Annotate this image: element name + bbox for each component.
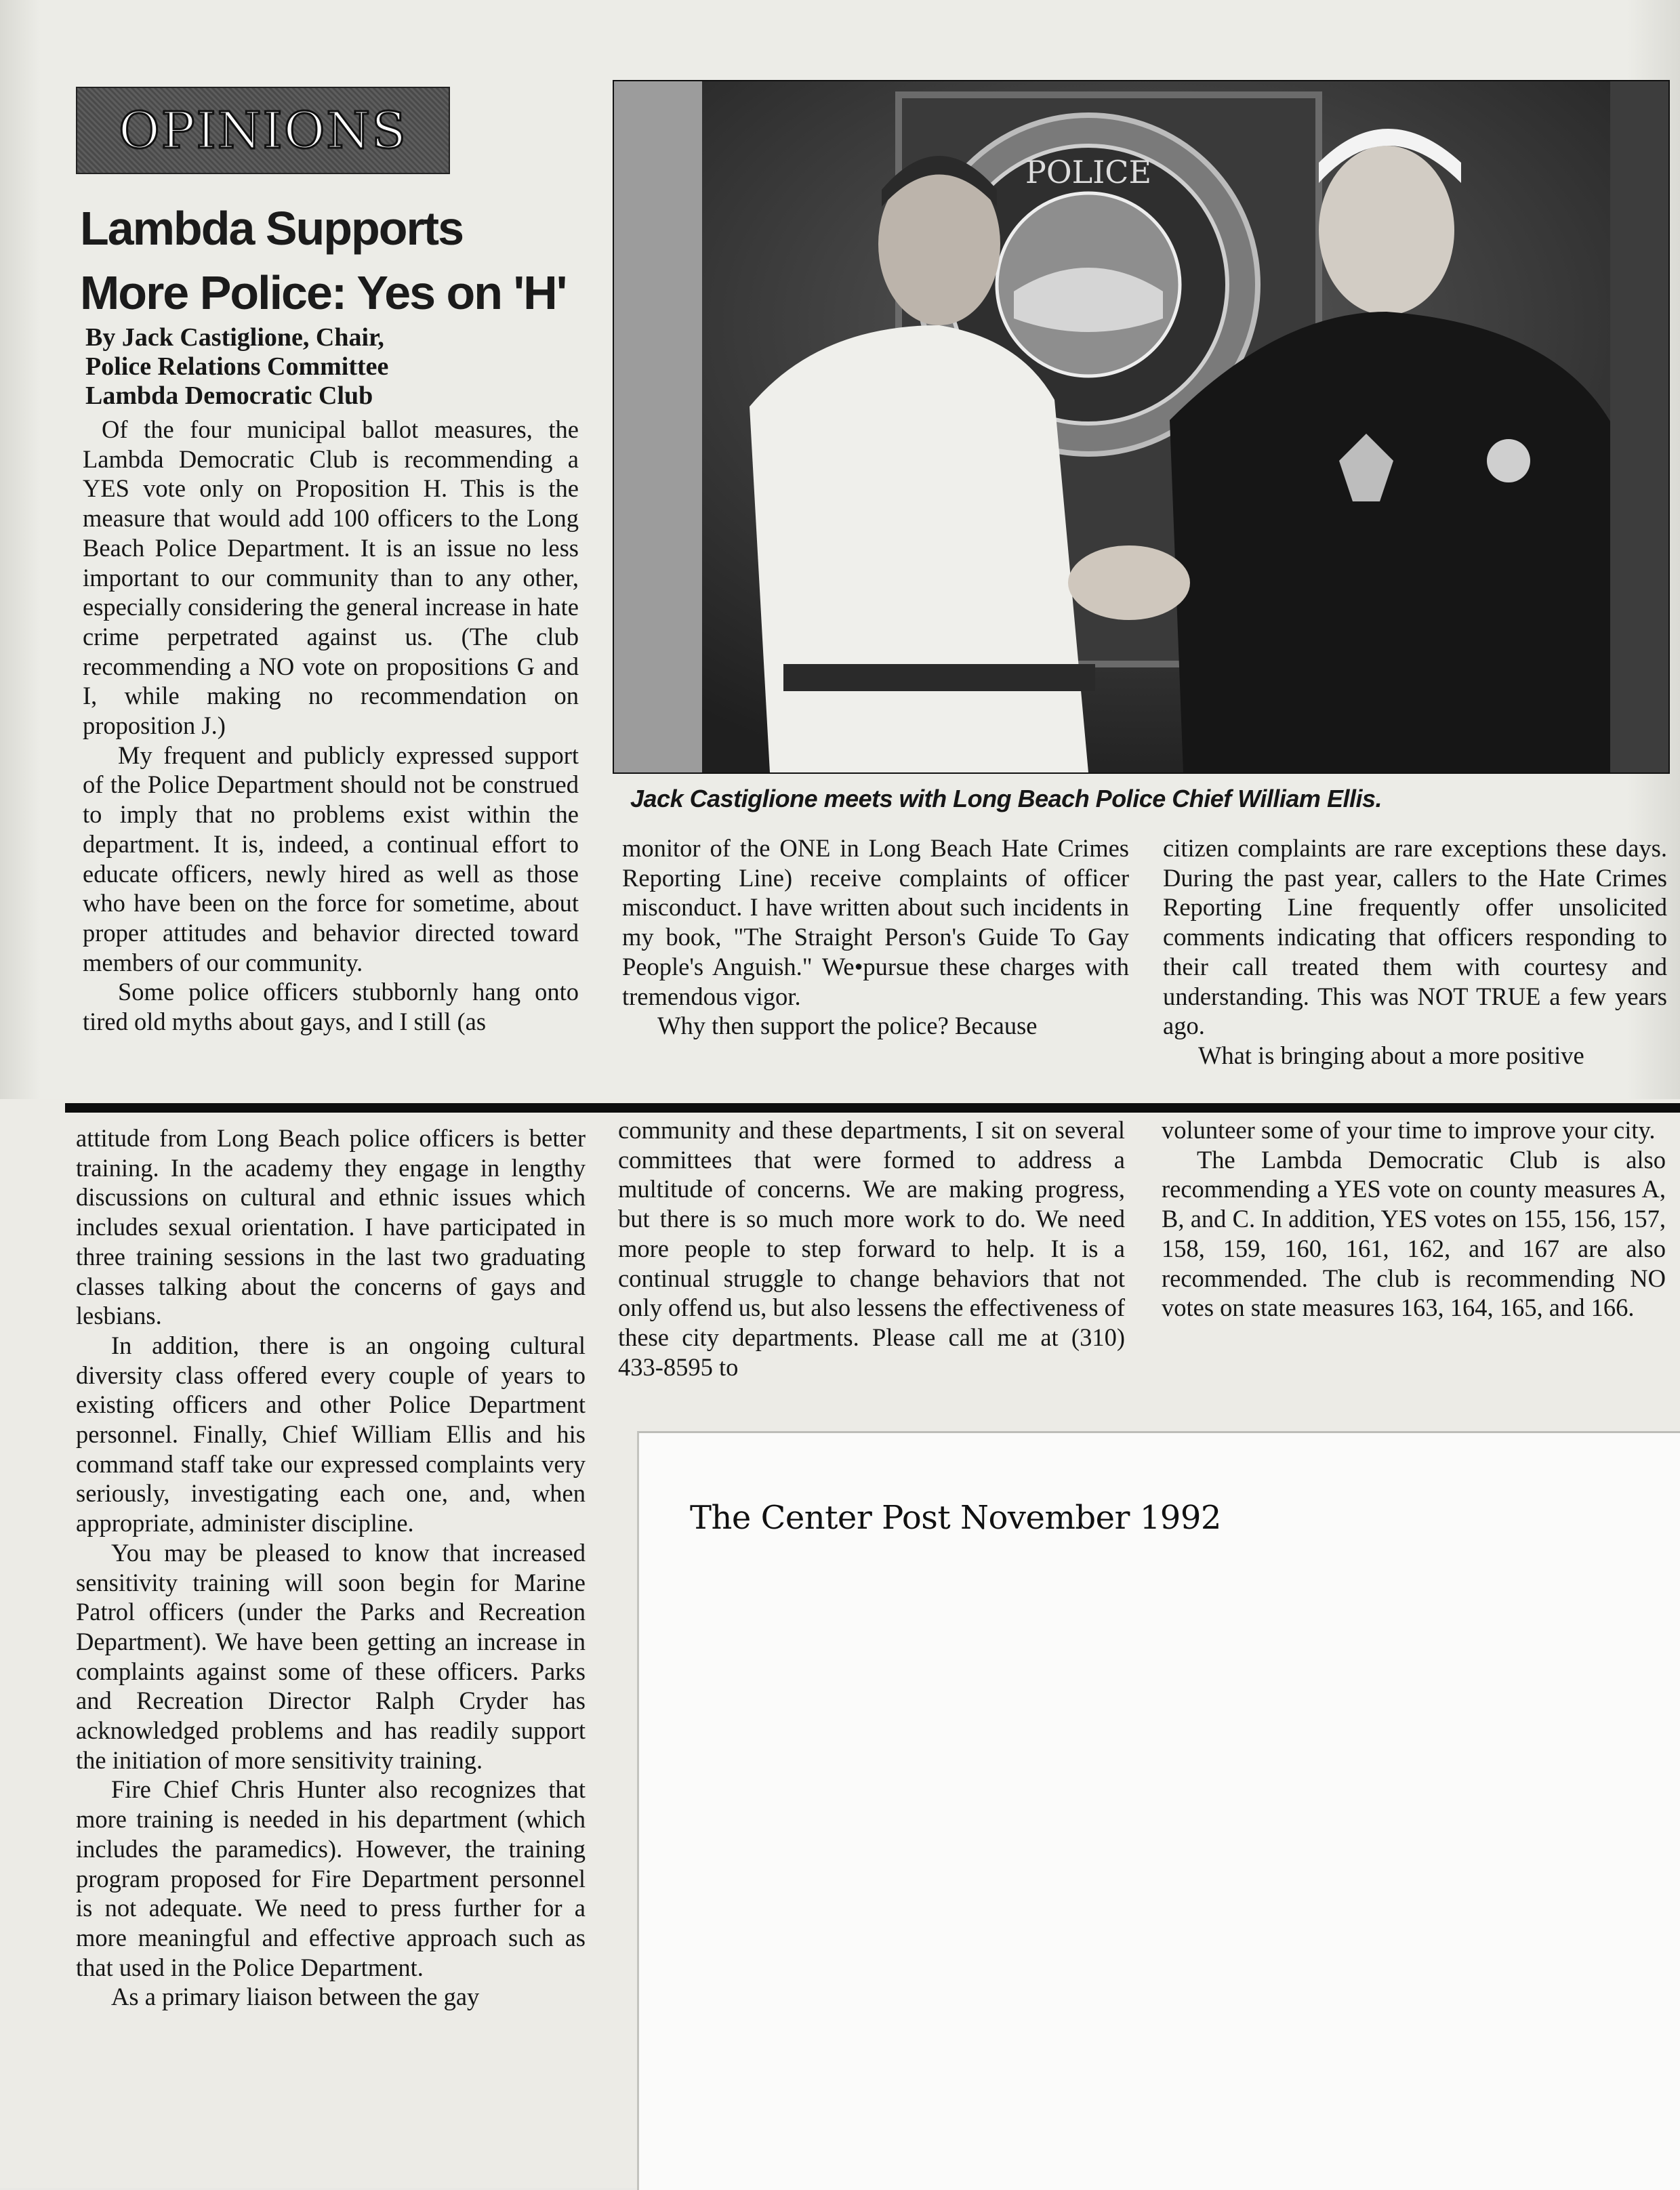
article-headline	[80, 197, 595, 325]
section-banner	[76, 87, 450, 174]
paragraph: Fire Chief Chris Hunter also recognizes that more training is needed in his department (which includes the paramedics). However, the training program proposed for Fire Department personnel is not adequate. We need to press further for a more meaningful and effective approach such as that used in the Police Department.	[76, 1775, 586, 1981]
column-2-top	[622, 833, 1129, 1041]
paragraph: community and these departments, I sit on several committees that were formed to address a multitude of concerns. We are making progress, but there is so much more work to do. We need more people to step forward to help. It is a continual struggle to change behaviors that not only offend us, but also lessens the effectiveness of these city departments. Please call me at (310) 433-8595 to	[618, 1116, 1125, 1381]
paragraph: Some police officers stubbornly hang onto tired old myths about gays, and I still (as	[83, 978, 579, 1036]
byline-author: By Jack Castiglione, Chair,	[85, 323, 384, 352]
paragraph: My frequent and publicly expressed support of the Police Department should not be construed to imply that no problems exist within the department. It is, indeed, a continual effort to educate officers, newly hired as well as those who have been on the force for sometime, about proper attitudes and behavior directed toward members of our community.	[83, 741, 579, 976]
pasted-note-slip	[637, 1431, 1680, 2190]
column-2-bottom	[618, 1115, 1125, 1382]
headline-line-1: Lambda Supports	[80, 202, 464, 255]
paragraph: citizen complaints are rare exceptions these days. During the past year, callers to the Hate Crimes Reporting Line frequently offer unsolicited comments indicating that officers responding to their call treated them with courtesy and understanding. This was NOT TRUE a few years ago.	[1163, 834, 1667, 1040]
byline-club: Lambda Democratic Club	[85, 381, 373, 410]
source-note: The Center Post November 1992	[690, 1499, 1221, 1537]
paragraph: What is bringing about a more positive	[1198, 1041, 1584, 1069]
paragraph: monitor of the ONE in Long Beach Hate Crimes Reporting Line) receive complaints of officer misconduct. I have written about such incidents in my book, "The Straight Person's Guide To Gay People's Anguish." We•pursue these charges with tremendous vigor.	[622, 834, 1129, 1010]
column-1-top	[83, 415, 579, 1037]
byline	[85, 323, 600, 411]
paragraph: volunteer some of your time to improve your city.	[1162, 1116, 1656, 1144]
handshake-photo-illustration	[614, 81, 1668, 772]
paragraph: The Lambda Democratic Club is also recommending a YES vote on county measures A, B, and C. In addition, YES votes on 155, 156, 157, 158, 159, 160, 161, 162, and 167 are also recommended. The club is recommending NO votes on state measures 163, 164, 165, and 166.	[1162, 1145, 1666, 1322]
photo-caption: Jack Castiglione meets with Long Beach Police Chief William Ellis.	[630, 785, 1382, 812]
column-3-top	[1163, 833, 1667, 1071]
paragraph: Of the four municipal ballot measures, the Lambda Democratic Club is recommending a YES vote only on Proposition H. This is the measure that would add 100 officers to the Long Beach Police Department. It is an issue no less important to our community than to any other, especially considering the general increase in hate crime perpetrated against us. (The club recommending a NO vote on propositions G and I, while making no recommendation on proposition J.)	[83, 415, 579, 740]
fold-divider-rule	[65, 1103, 1680, 1113]
column-3-bottom	[1162, 1115, 1666, 1323]
paragraph: attitude from Long Beach police officers is better training. In the academy they engage in lengthy discussions on cultural and ethnic issues which includes sexual orientation. I have participated in three training sessions in the last two graduating classes talking about the concerns of gays and lesbians.	[76, 1124, 586, 1330]
news-photo	[613, 80, 1670, 774]
handshake	[1068, 545, 1190, 620]
svg-text:POLICE: POLICE	[1025, 154, 1152, 190]
section-banner-label: OPINIONS	[119, 101, 407, 160]
column-1-bottom	[76, 1123, 586, 2012]
byline-committee: Police Relations Committee	[85, 352, 389, 381]
paragraph: In addition, there is an ongoing cultural diversity class offered every couple of years to existing officers and other Police Department personnel. Finally, Chief William Ellis and his command staff take our expressed complaints very seriously, investigating each one, and, when appropriate, administer discipline.	[76, 1331, 586, 1537]
paragraph: Why then support the police? Because	[657, 1012, 1038, 1040]
headline-line-2: More Police: Yes on 'H'	[80, 266, 567, 319]
paragraph: As a primary liaison between the gay	[111, 1983, 480, 2011]
paragraph: You may be pleased to know that increased sensitivity training will soon begin for Marine Patrol officers (under the Parks and Recreation Department). We have been getting an increase in complaints against some of these officers. Parks and Recreation Director Ralph Cryder has acknowledged problems and has readily support the initiation of more sensitivity training.	[76, 1538, 586, 1774]
